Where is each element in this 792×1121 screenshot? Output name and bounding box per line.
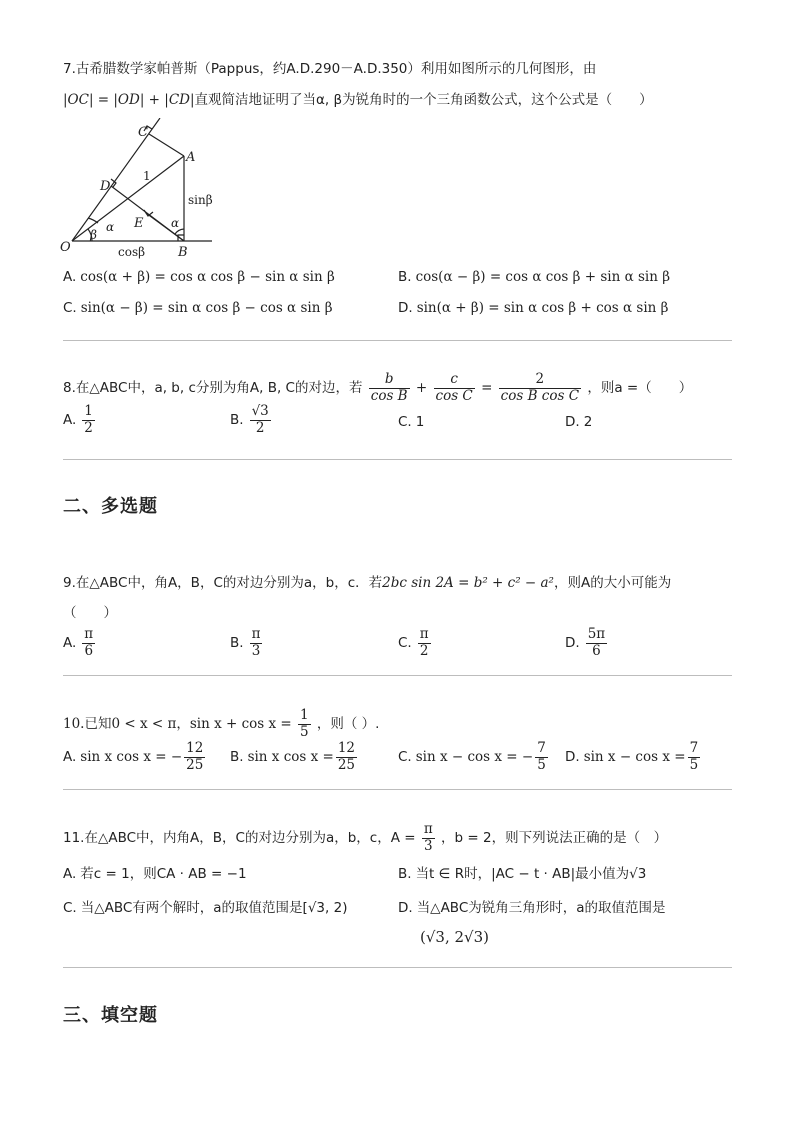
q9-stem-line2: （ ） (63, 605, 117, 621)
q11-option-d[interactable]: D. 当△ABC为锐角三角形时，a的取值范围是 (398, 900, 666, 916)
q7-option-c[interactable]: C. sin(α − β) = sin α cos β − cos α sin β (63, 300, 333, 316)
q8-stem: 8.在△ABC中，a, b, c分别为角A, B, C的对边，若 $\frac{b}{\text{cos B}}$ + $\frac{c}{\text{cos C}}$ = $\frac{2}{\text{cos B cos C}}$ ，则a =（ ） (63, 371, 693, 404)
q11-option-a[interactable]: A. 若c = 1，则CA · AB = −1 (63, 866, 247, 882)
divider (63, 340, 732, 341)
q8-option-c[interactable]: C. 1 (398, 414, 425, 430)
q10-option-d[interactable]: D. sin x − cos x = $\frac{7}{5}$ (565, 740, 699, 773)
q7-stem-line2 (63, 88, 653, 108)
q8-fraction-1: $\frac{b}{\text{cos B}}$ (370, 371, 408, 404)
q9-option-b[interactable]: B. $\frac{\pi}{3}$ (230, 626, 261, 659)
divider (63, 459, 732, 460)
q8-option-a[interactable]: A. $\frac{1}{2}$ (63, 403, 93, 436)
q7-option-a[interactable]: A. cos(α + β) = cos α cos β − sin α sin β (63, 269, 335, 285)
q9-option-c[interactable]: C. $\frac{\pi}{2}$ (398, 626, 429, 659)
q7-geometry-figure (60, 118, 230, 263)
label-e: E (134, 216, 144, 231)
q8-fraction-3: $\frac{2}{\text{cos B cos C}}$ (500, 371, 580, 404)
label-alpha-o: α (106, 220, 115, 234)
q10-option-b[interactable]: B. sin x cos x = $\frac{12}{25}$ (230, 740, 356, 773)
section-title-fill-in: 三、填空题 (63, 1005, 158, 1026)
q9-option-a[interactable]: A. $\frac{\pi}{6}$ (63, 626, 94, 659)
label-a: A (186, 150, 196, 165)
divider (63, 789, 732, 790)
q8-fraction-2: $\frac{c}{\text{cos C}}$ (435, 371, 473, 404)
divider (63, 675, 732, 676)
q7-stem-line1: 7.古希腊数学家帕普斯（Pappus，约A.D.290－A.D.350）利用如图所示的几何图形，由 (63, 61, 597, 77)
section-title-multiple-choice: 二、多选题 (63, 496, 158, 517)
q11-option-c[interactable]: C. 当△ABC有两个解时，a的取值范围是[√3, 2) (63, 900, 348, 916)
q7-option-b[interactable]: B. cos(α − β) = cos α cos β + sin α sin β (398, 269, 671, 285)
q8-option-d[interactable]: D. 2 (565, 414, 593, 430)
label-one: 1 (143, 169, 151, 183)
q11-stem: 11.在△ABC中，内角A，B，C的对边分别为a，b，c，A = $\frac{\pi}{3}$ ，b = 2，则下列说法正确的是（ ） (63, 821, 668, 854)
q7-formula: |OC| = |OD| + |CD| (63, 92, 195, 108)
label-alpha-b: α (171, 216, 180, 230)
q11-option-d-range: (√3, 2√3) (420, 928, 489, 946)
label-sinb: sinβ (188, 193, 213, 207)
label-c: C (138, 125, 148, 140)
q9-option-d[interactable]: D. $\frac{5\pi}{6}$ (565, 626, 606, 659)
label-d: D (100, 179, 111, 194)
label-o: O (60, 240, 71, 255)
arc-alpha-o (88, 218, 98, 223)
q8-option-b[interactable]: B. $\frac{√3}{2}$ (230, 403, 269, 436)
q7-option-d[interactable]: D. sin(α + β) = sin α cos β + cos α sin β (398, 300, 669, 316)
q10-stem: 10.已知0 < x < π，sin x + cos x = $\frac{1}{5}$ ，则（ ）. (63, 707, 380, 740)
q11-option-b[interactable]: B. 当t ∈ R时，|AC − t · AB|最小值为√3 (398, 866, 647, 882)
label-b: B (178, 245, 188, 260)
q7-stem-text: 直观简洁地证明了当α, β为锐角时的一个三角函数公式，这个公式是（ ） (194, 92, 653, 108)
q9-stem-line1: 9.在△ABC中，角A，B，C的对边分别为a，b，c．若2bc sin 2A = b² + c² − a²，则A的大小可能为 (63, 575, 672, 591)
right-angle-e (144, 210, 153, 216)
label-beta: β (90, 228, 97, 242)
q10-option-a[interactable]: A. sin x cos x = − $\frac{12}{25}$ (63, 740, 204, 773)
label-cosb: cosβ (118, 245, 146, 259)
q10-option-c[interactable]: C. sin x − cos x = − $\frac{7}{5}$ (398, 740, 546, 773)
line-ca (149, 134, 184, 156)
divider (63, 967, 732, 968)
